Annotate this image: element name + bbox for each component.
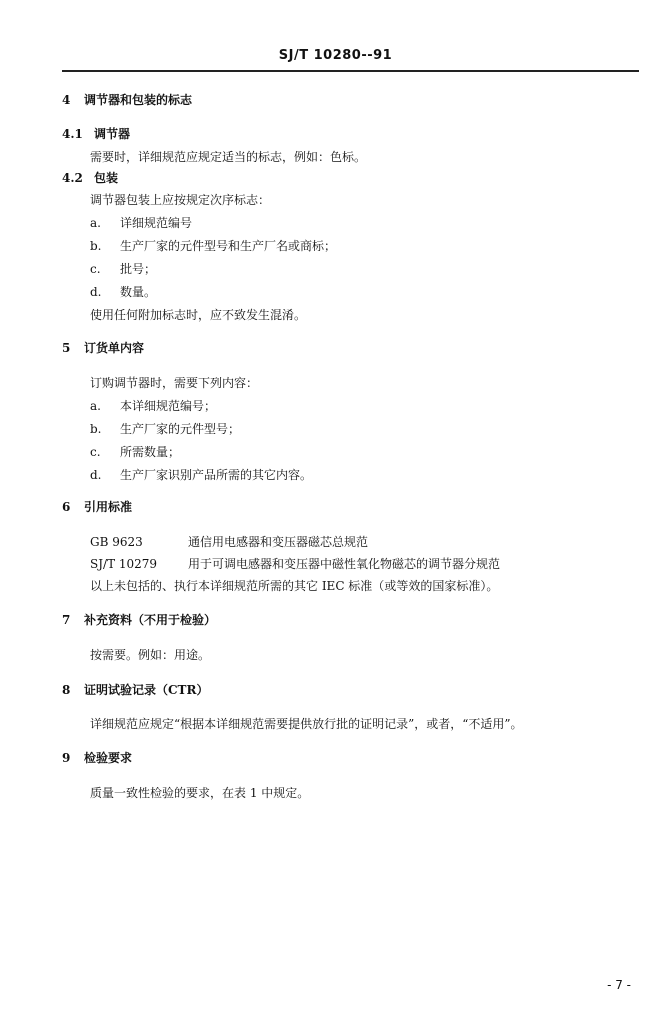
list-item-letter: a. bbox=[90, 216, 101, 230]
section-6-note: 以上未包括的、执行本详细规范所需的其它 IEC 标准（或等效的国家标准）。 bbox=[90, 579, 499, 593]
section-7-body: 按需要。例如：用途。 bbox=[90, 648, 211, 662]
section-4-2-title: 包装 bbox=[94, 171, 119, 185]
list-item-letter: d. bbox=[90, 285, 102, 299]
section-5-intro: 订购调节器时，需要下列内容： bbox=[90, 376, 259, 390]
list-item-letter: c. bbox=[90, 445, 101, 459]
section-9-title: 检验要求 bbox=[84, 751, 133, 765]
section-5-title: 订货单内容 bbox=[84, 341, 145, 355]
section-6-heading bbox=[62, 499, 132, 515]
section-5-heading bbox=[62, 340, 144, 356]
list-item-letter: b. bbox=[90, 239, 102, 253]
section-7-title: 补充资料（不用于检验） bbox=[84, 613, 217, 627]
reference-title: 用于可调电感器和变压器中磁性氧化物磁芯的调节器分规范 bbox=[188, 557, 501, 571]
list-item-letter: c. bbox=[90, 262, 101, 276]
section-5-number: 5 bbox=[62, 341, 71, 355]
section-4-number: 4 bbox=[62, 93, 71, 107]
page-number: - 7 - bbox=[607, 978, 631, 992]
list-item bbox=[90, 467, 312, 483]
reference-title: 通信用电感器和变压器磁芯总规范 bbox=[188, 535, 369, 549]
list-item-text: 批号； bbox=[120, 262, 157, 276]
section-4-closing: 使用任何附加标志时，应不致发生混淆。 bbox=[90, 308, 307, 322]
section-4-heading bbox=[62, 92, 192, 108]
section-6-title: 引用标准 bbox=[84, 500, 133, 514]
section-4-2-intro: 调节器包装上应按规定次序标志： bbox=[90, 193, 271, 207]
section-4-1-number: 4.1 bbox=[62, 127, 83, 141]
reference-code: GB 9623 bbox=[90, 535, 143, 549]
list-item bbox=[90, 261, 156, 277]
list-item-letter: a. bbox=[90, 399, 101, 413]
reference-row bbox=[90, 534, 368, 550]
list-item bbox=[90, 444, 180, 460]
section-4-2-number: 4.2 bbox=[62, 171, 83, 185]
section-6-number: 6 bbox=[62, 500, 71, 514]
section-8-body: 详细规范应规定“根据本详细规范需要提供放行批的证明记录”，或者，“不适用”。 bbox=[90, 717, 523, 731]
list-item-text: 数量。 bbox=[120, 285, 157, 299]
list-item-letter: b. bbox=[90, 422, 102, 436]
list-item-text: 所需数量； bbox=[120, 445, 181, 459]
reference-row bbox=[90, 556, 500, 572]
reference-code: SJ/T 10279 bbox=[90, 557, 158, 571]
section-4-1-heading bbox=[62, 126, 130, 142]
list-item-text: 生产厂家的元件型号； bbox=[120, 422, 241, 436]
list-item bbox=[90, 421, 240, 437]
section-4-title: 调节器和包装的标志 bbox=[84, 93, 193, 107]
section-9-number: 9 bbox=[62, 751, 71, 765]
section-8-title: 证明试验记录（CTR） bbox=[84, 683, 209, 697]
section-8-heading bbox=[62, 682, 208, 698]
standard-number-header: SJ/T 10280--91 bbox=[278, 48, 393, 63]
list-item bbox=[90, 215, 192, 231]
list-item-text: 本详细规范编号； bbox=[120, 399, 217, 413]
list-item-letter: d. bbox=[90, 468, 102, 482]
section-4-1-title: 调节器 bbox=[94, 127, 131, 141]
list-item-text: 详细规范编号 bbox=[120, 216, 193, 230]
section-7-heading bbox=[62, 612, 216, 628]
list-item bbox=[90, 398, 216, 414]
header-rule bbox=[62, 70, 639, 72]
section-7-number: 7 bbox=[62, 613, 71, 627]
section-4-1-body: 需要时，详细规范应规定适当的标志，例如：色标。 bbox=[90, 150, 367, 164]
section-9-body: 质量一致性检验的要求，在表 1 中规定。 bbox=[90, 786, 310, 800]
section-4-2-heading bbox=[62, 170, 118, 186]
section-9-heading bbox=[62, 750, 132, 766]
section-8-number: 8 bbox=[62, 683, 71, 697]
list-item-text: 生产厂家识别产品所需的其它内容。 bbox=[120, 468, 313, 482]
list-item-text: 生产厂家的元件型号和生产厂名或商标； bbox=[120, 239, 337, 253]
list-item bbox=[90, 284, 156, 300]
list-item bbox=[90, 238, 336, 254]
